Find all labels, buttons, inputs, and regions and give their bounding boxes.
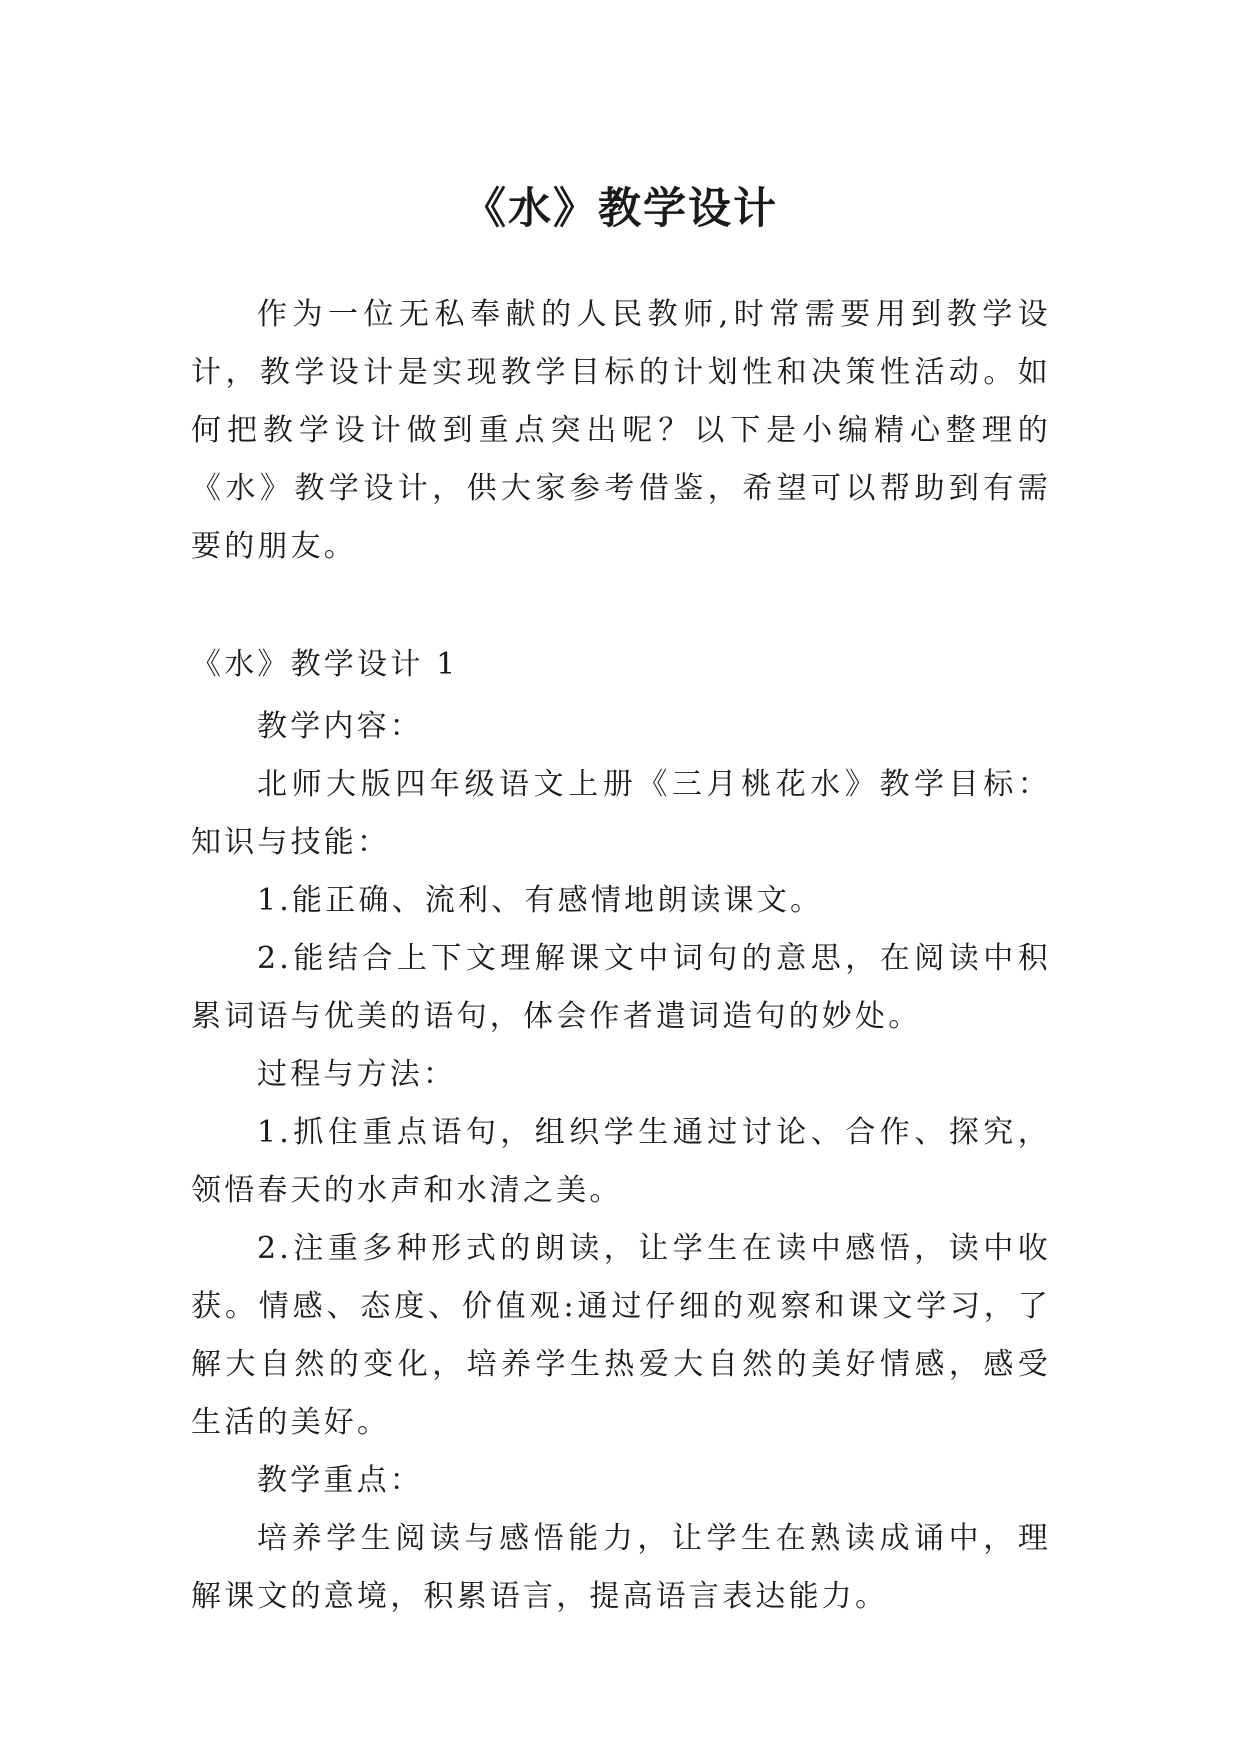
paragraph-teaching-content-heading: 教学内容： bbox=[257, 709, 423, 744]
paragraph-skill-1: 1.能正确、流利、有感情地朗读课文。 bbox=[257, 883, 824, 918]
section-title: 《水》教学设计 1 bbox=[191, 647, 459, 682]
paragraph-key-point: 培养学生阅读与感悟能力，让学生在熟读成诵中，理解课文的意境，积累语言，提高语言表达能力。 bbox=[191, 1521, 1051, 1614]
paragraph-key-point-heading: 教学重点： bbox=[257, 1463, 423, 1498]
document-body bbox=[191, 286, 1051, 1626]
intro-paragraph: 作为一位无私奉献的人民教师,时常需要用到教学设计，教学设计是实现教学目标的计划性和决策性活动。如何把教学设计做到重点突出呢？以下是小编精心整理的《水》教学设计，供大家参考借鉴，希望可以帮助到有需要的朋友。 bbox=[191, 297, 1051, 564]
paragraph-process-2: 2.注重多种形式的朗读，让学生在读中感悟，读中收获。情感、态度、价值观:通过仔细的观察和课文学习，了解大自然的变化，培养学生热爱大自然的美好情感，感受生活的美好。 bbox=[191, 1231, 1051, 1440]
paragraph-skill-2: 2.能结合上下文理解课文中词句的意思，在阅读中积累词语与优美的语句，体会作者遣词造句的妙处。 bbox=[191, 941, 1051, 1034]
document-title: 《水》教学设计 bbox=[463, 183, 778, 234]
paragraph-process-1: 1.抓住重点语句，组织学生通过讨论、合作、探究，领悟春天的水声和水清之美。 bbox=[191, 1115, 1051, 1208]
paragraph-teaching-content: 北师大版四年级语文上册《三月桃花水》教学目标：知识与技能： bbox=[191, 767, 1051, 860]
paragraph-process-heading: 过程与方法： bbox=[257, 1057, 457, 1092]
